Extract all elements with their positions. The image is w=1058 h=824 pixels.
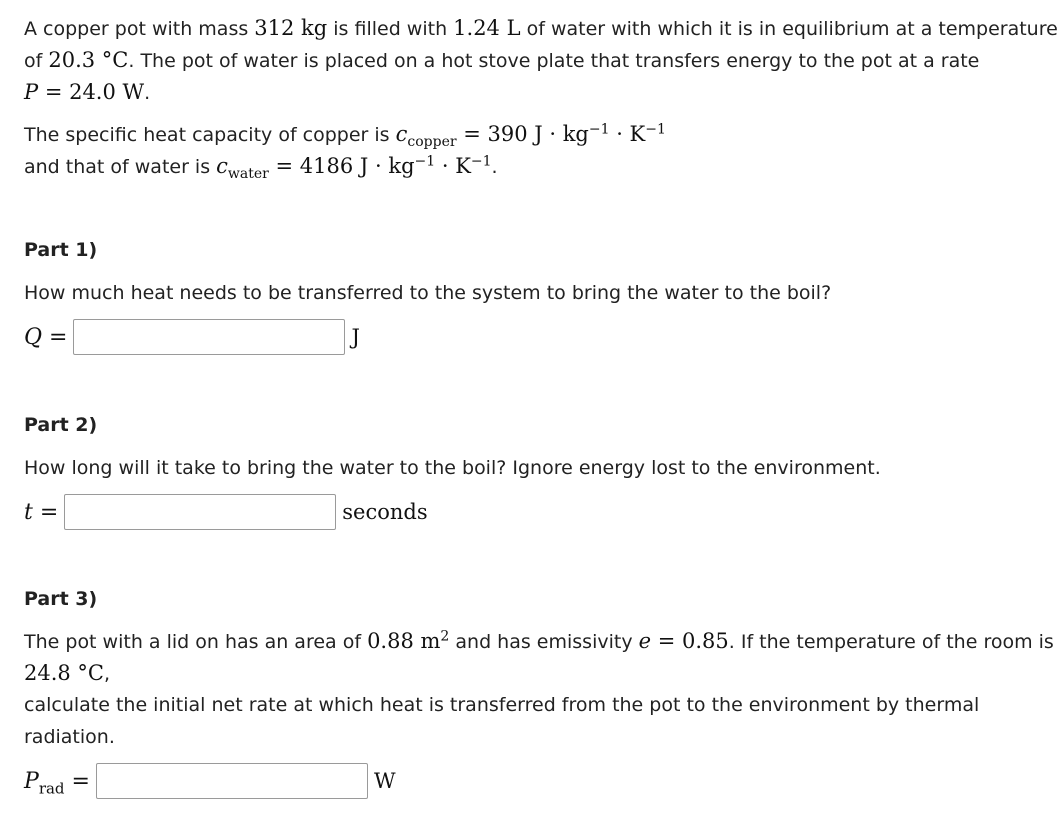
- intro-line-5: [24, 153, 498, 180]
- part3-text: and has emissivity: [449, 631, 639, 653]
- intro-text: .: [491, 156, 498, 178]
- exponent: −1: [470, 153, 492, 170]
- exponent: −1: [645, 121, 666, 138]
- part3-text: . If the temperature of the room is: [728, 631, 1054, 653]
- heat-capacity-symbol: c: [395, 122, 408, 146]
- intro-line-3: [24, 79, 150, 106]
- intro-text: of water with which it is in equilibrium at a temperature: [520, 18, 1058, 40]
- unit-kelvin: · K: [435, 154, 471, 178]
- emissivity-value: = 0.85: [651, 629, 729, 653]
- exponent: −1: [588, 121, 610, 138]
- unit-kelvin: · K: [609, 122, 646, 146]
- part3-heading: Part 3): [24, 588, 98, 610]
- part1-symbol: Q =: [24, 324, 68, 350]
- mass-value: 312 kg: [254, 16, 328, 40]
- copper-subscript: copper: [407, 133, 457, 150]
- water-heat-capacity: = 4186 J · kg: [268, 154, 415, 178]
- power-symbol: P: [24, 80, 39, 104]
- intro-line-2: [24, 47, 979, 74]
- intro-text: . The pot of water is placed on a hot stove plate that transfers energy to the pot at a rate: [128, 50, 980, 72]
- radiation-power-answer-input[interactable]: [96, 763, 368, 799]
- intro-text: A copper pot with mass: [24, 18, 255, 40]
- intro-text: is filled with: [327, 18, 454, 40]
- part1-question: How much heat needs to be transferred to the system to bring the water to the boil?: [24, 282, 832, 304]
- part2-question: How long will it take to bring the water to the boil? Ignore energy lost to the environment.: [24, 457, 881, 479]
- part1-answer-row: [24, 319, 360, 355]
- intro-text: .: [144, 82, 151, 104]
- room-temperature: 24.8 °C: [24, 661, 105, 685]
- intro-line-1: [24, 15, 1058, 42]
- intro-text: and that of water is: [24, 156, 217, 178]
- part2-symbol: t =: [24, 499, 59, 525]
- initial-temperature: 20.3 °C: [48, 48, 129, 72]
- intro-text: The specific heat capacity of copper is: [24, 124, 396, 146]
- part3-question-line-4: radiation.: [24, 726, 115, 748]
- copper-heat-capacity: = 390 J · kg: [456, 122, 589, 146]
- part3-text: The pot with a lid on has an area of: [24, 631, 368, 653]
- heat-capacity-symbol: c: [216, 154, 228, 178]
- part1-unit: J: [351, 325, 360, 349]
- part2-heading: Part 2): [24, 414, 98, 436]
- part1-heading: Part 1): [24, 239, 98, 261]
- part3-question-line-3: calculate the initial net rate at which heat is transferred from the pot to the environment by thermal: [24, 694, 980, 716]
- part2-unit: seconds: [342, 500, 428, 524]
- power-value: = 24.0 W: [38, 80, 145, 104]
- volume-value: 1.24 L: [453, 16, 521, 40]
- emissivity-symbol: e: [638, 629, 652, 653]
- part3-text: ,: [104, 663, 111, 685]
- part2-answer-row: [24, 494, 428, 530]
- heat-answer-input[interactable]: [73, 319, 345, 355]
- part3-question-line-2: [24, 660, 110, 687]
- time-answer-input[interactable]: [64, 494, 336, 530]
- part3-answer-row: [24, 763, 396, 799]
- intro-line-4: [24, 121, 666, 148]
- water-subscript: water: [227, 165, 269, 182]
- part3-symbol: $P_{rad}$ =: [24, 768, 90, 797]
- area-value: 0.88 m: [367, 629, 441, 653]
- exponent: −1: [414, 153, 436, 170]
- part3-unit: W: [373, 769, 396, 793]
- area-exponent: 2: [440, 628, 450, 645]
- intro-text: of: [24, 50, 49, 72]
- part3-question-line-1: [24, 628, 1054, 655]
